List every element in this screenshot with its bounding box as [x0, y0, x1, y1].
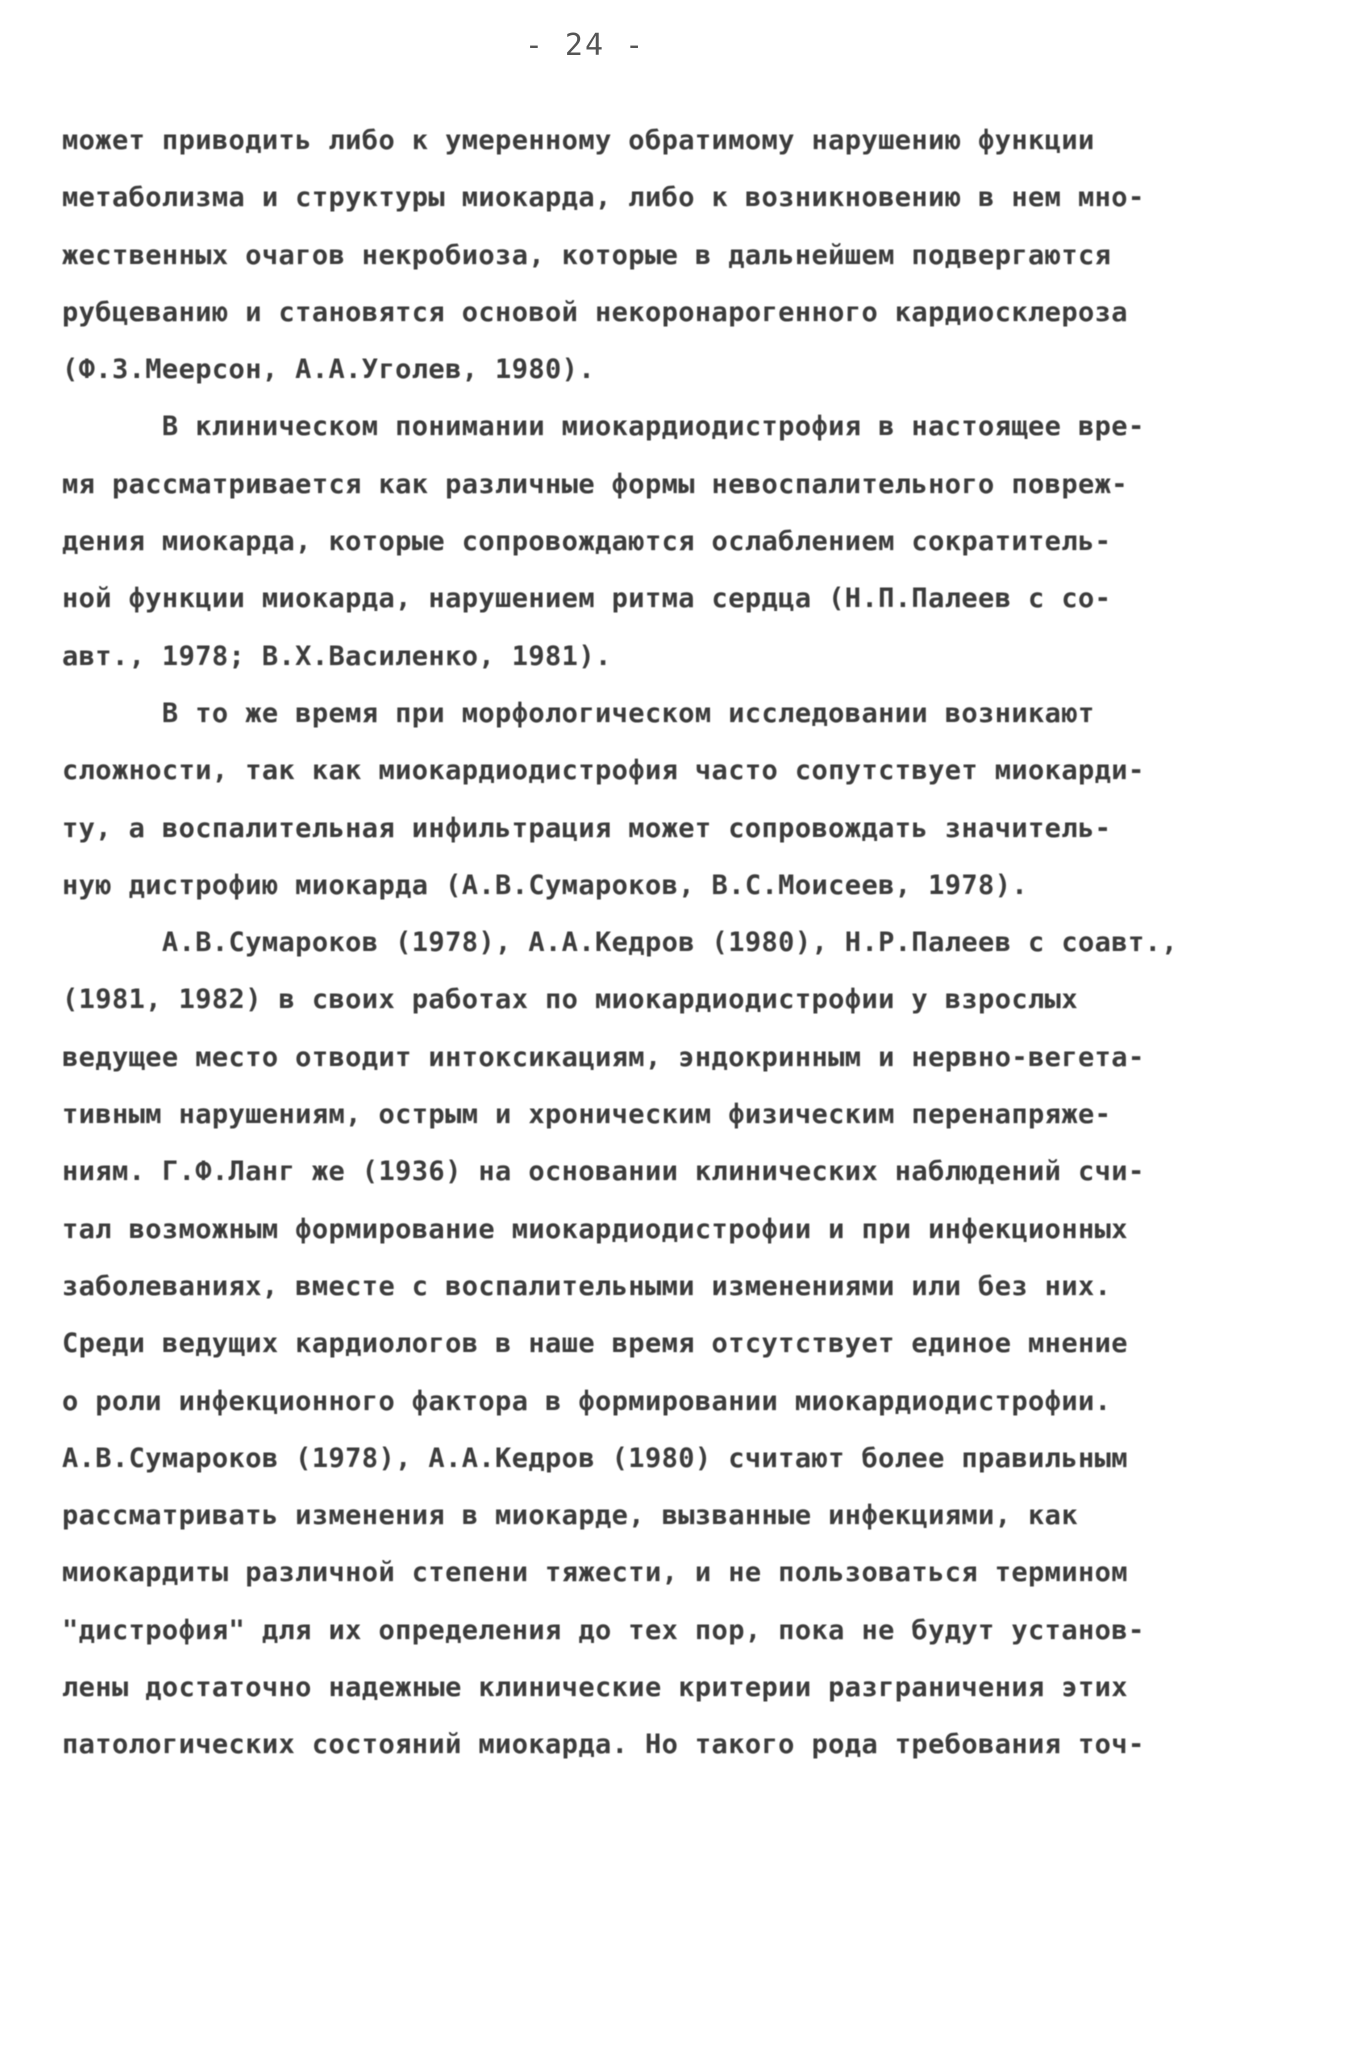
text-line: ную дистрофию миокарда (А.В.Сумароков, В.С.Моисеев, 1978). [62, 869, 1029, 901]
text-line: о роли инфекционного фактора в формировании миокардиодистрофии. [62, 1385, 1112, 1417]
text-line: "дистрофия" для их определения до тех пор, пока не будут установ- [62, 1614, 1145, 1646]
text-line: (Ф.З.Меерсон, А.А.Уголев, 1980). [62, 354, 595, 386]
text-line: В то же время при морфологическом исследовании возникают [62, 697, 1095, 729]
text-line: патологических состояний миокарда. Но такого рода требования точ- [62, 1729, 1145, 1761]
text-line: авт., 1978; В.Х.Василенко, 1981). [62, 640, 612, 672]
text-line: рубцеванию и становятся основой некоронарогенного кардиосклероза [62, 296, 1128, 328]
text-line: лены достаточно надежные клинические критерии разграничения этих [62, 1672, 1128, 1704]
text-line: Среди ведущих кардиологов в наше время отсутствует единое мнение [62, 1328, 1128, 1360]
text-line: рассматривать изменения в миокарде, вызванные инфекциями, как [62, 1500, 1078, 1532]
text-line: А.В.Сумароков (1978), А.А.Кедров (1980), Н.Р.Палеев с соавт., [62, 927, 1178, 959]
text-line: В клиническом понимании миокардиодистрофия в настоящее вре- [62, 411, 1145, 443]
text-line: ведущее место отводит интоксикациям, эндокринным и нервно-вегета- [62, 1041, 1145, 1073]
text-line: ниям. Г.Ф.Ланг же (1936) на основании клинических наблюдений счи- [62, 1156, 1145, 1188]
body-text [62, 112, 1262, 1774]
text-line: может приводить либо к умеренному обратимому нарушению функции [62, 125, 1095, 156]
text-line: жественных очагов некробиоза, которые в дальнейшем подвергаются [62, 239, 1112, 271]
page-number: - 24 - [524, 28, 646, 63]
text-line: миокардиты различной степени тяжести, и не пользоваться термином [62, 1557, 1128, 1589]
text-line: тал возможным формирование миокардиодистрофии и при инфекционных [62, 1213, 1128, 1245]
text-line: тивным нарушениям, острым и хроническим физическим перенапряже- [62, 1099, 1112, 1131]
text-line: (1981, 1982) в своих работах по миокардиодистрофии у взрослых [62, 984, 1078, 1016]
text-line: метаболизма и структуры миокарда, либо к возникновению в нем мно- [62, 182, 1145, 214]
text-line: А.В.Сумароков (1978), А.А.Кедров (1980) считают более правильным [62, 1442, 1128, 1474]
text-line: ной функции миокарда, нарушением ритма сердца (Н.П.Палеев с со- [62, 583, 1112, 615]
text-line: ту, а воспалительная инфильтрация может сопровождать значитель- [62, 812, 1112, 844]
text-line: сложности, так как миокардиодистрофия часто сопутствует миокарди- [62, 755, 1145, 787]
text-line: дения миокарда, которые сопровождаются ослаблением сократитель- [62, 526, 1112, 558]
text-line: мя рассматривается как различные формы невоспалительного повреж- [62, 468, 1128, 500]
text-line: заболеваниях, вместе с воспалительными изменениями или без них. [62, 1270, 1112, 1302]
